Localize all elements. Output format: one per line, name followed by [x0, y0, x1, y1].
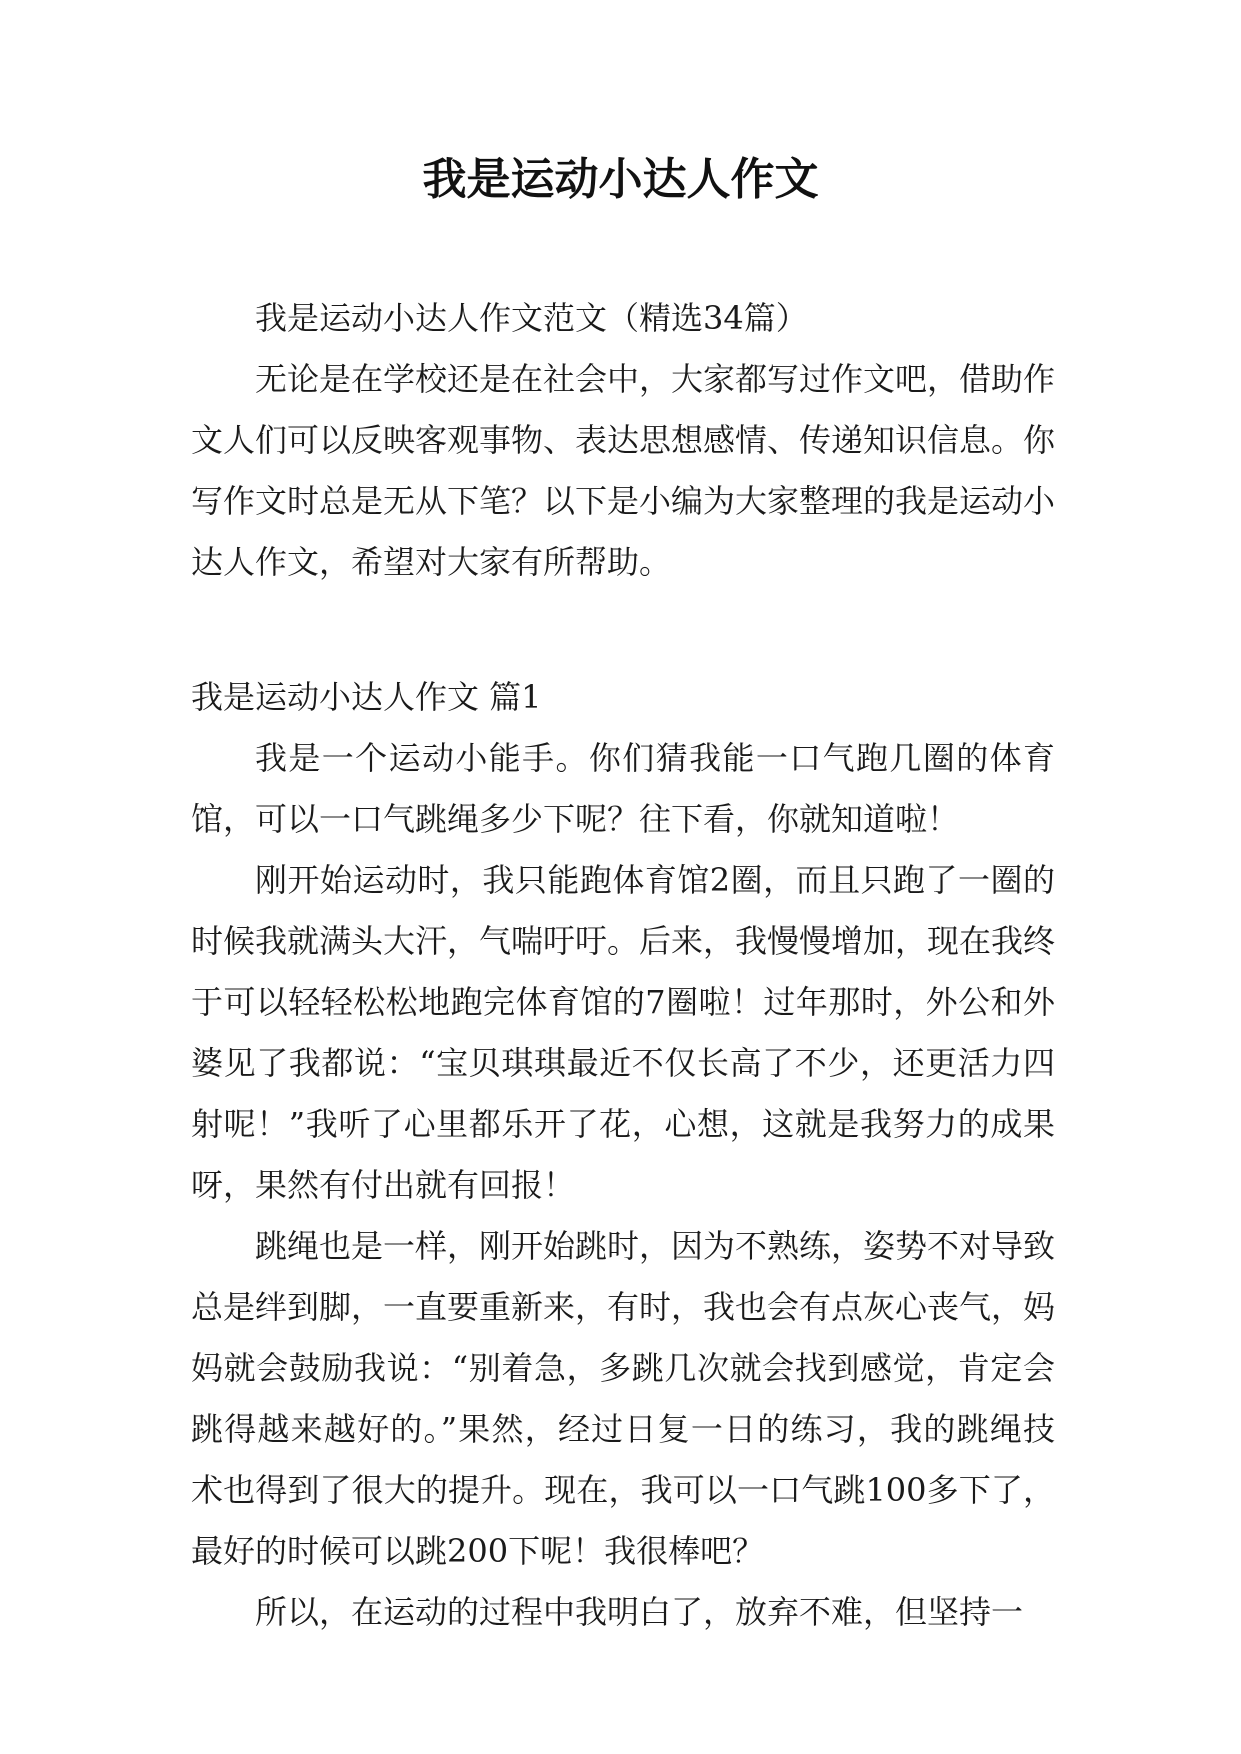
document-title: 我是运动小达人作文: [422, 154, 819, 205]
body-paragraph-3: 跳绳也是一样，刚开始跳时，因为不熟练，姿势不对导致总是绊到脚，一直要重新来，有时，我也会有点灰心丧气，妈妈就会鼓励我说：“别着急，多跳几次就会找到感觉，肯定会跳得越来越好的。”果然，经过日复一日的练习，我的跳绳技术也得到了很大的提升。现在，我可以一口气跳100多下了，最好的时候可以跳200下呢！我很棒吧？: [191, 1227, 1056, 1570]
body-paragraph-1: 我是一个运动小能手。你们猜我能一口气跑几圈的体育馆，可以一口气跳绳多少下呢？往下看，你就知道啦！: [191, 739, 1055, 838]
body-paragraph-2: 刚开始运动时，我只能跑体育馆2圈，而且只跑了一圈的时候我就满头大汗，气喘吁吁。后来，我慢慢增加，现在我终于可以轻轻松松地跑完体育馆的7圈啦！过年那时，外公和外婆见了我都说：“宝贝琪琪最近不仅长高了不少，还更活力四射呢！”我听了心里都乐开了花，心想，这就是我努力的成果呀，果然有付出就有回报！: [191, 861, 1056, 1204]
intro-paragraph: 无论是在学校还是在社会中，大家都写过作文吧，借助作文人们可以反映客观事物、表达思想感情、传递知识信息。你写作文时总是无从下笔？以下是小编为大家整理的我是运动小达人作文，希望对大家有所帮助。: [191, 360, 1056, 581]
document-body: [191, 288, 1055, 1643]
document-subtitle: 我是运动小达人作文范文（精选34篇）: [255, 299, 808, 337]
section-spacer: [191, 593, 1055, 667]
body-paragraph-4: 所以，在运动的过程中我明白了，放弃不难，但坚持一: [255, 1593, 1024, 1631]
section-heading: 我是运动小达人作文 篇1: [191, 678, 542, 716]
